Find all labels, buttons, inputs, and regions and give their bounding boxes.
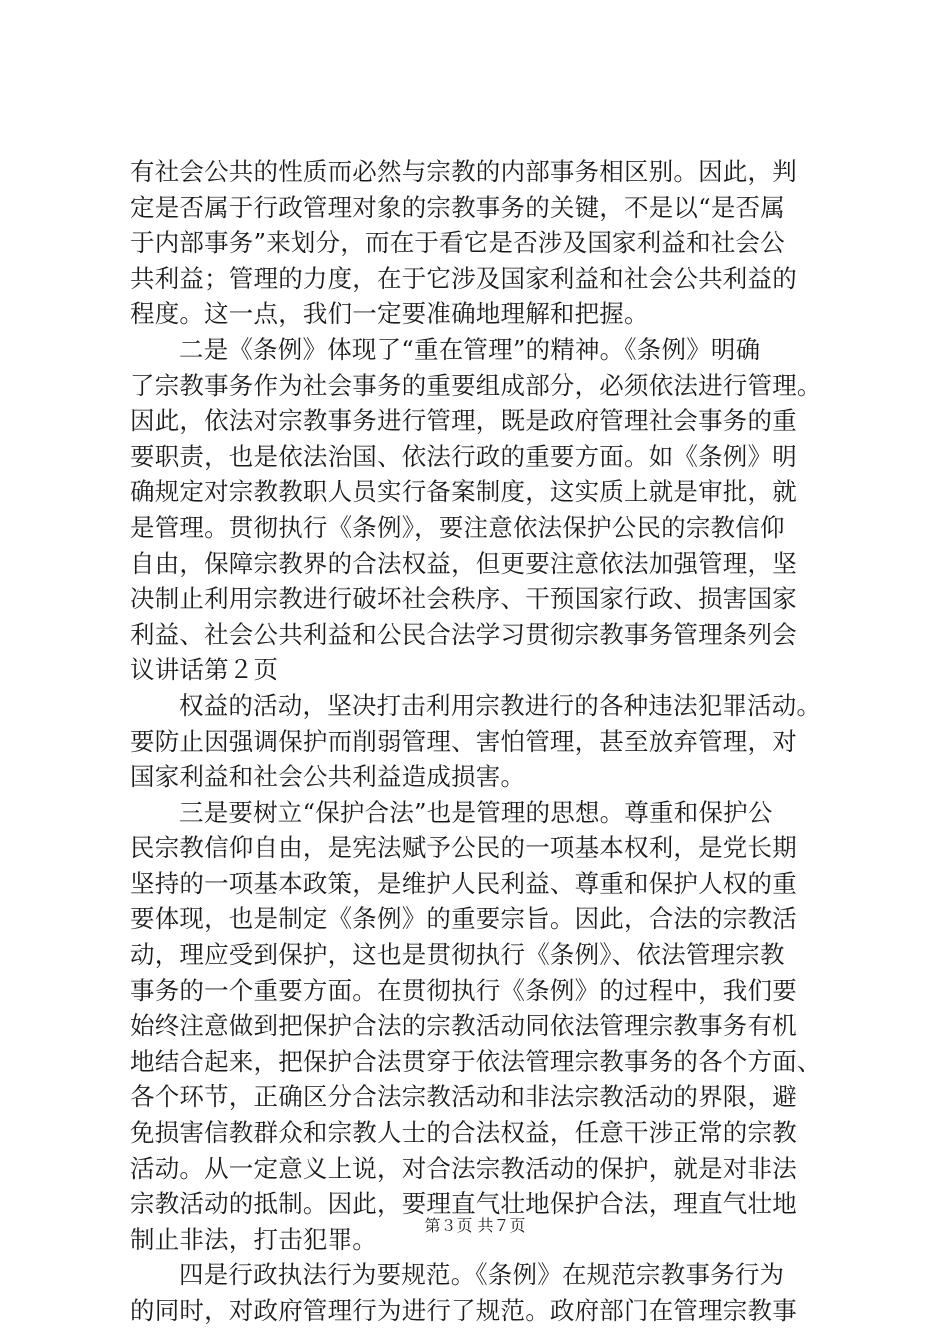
text-line: 共利益；管理的力度，在于它涉及国家利益和社会公共利益的	[130, 263, 797, 293]
text-line: 因此，依法对宗教事务进行管理，既是政府管理社会事务的重	[130, 406, 797, 436]
text-line: 确规定对宗教教职人员实行备案制度，这实质上就是审批，就	[130, 477, 797, 507]
text-line: 宗教活动的抵制。因此，要理直气壮地保护合法，理直气壮地	[130, 1189, 797, 1219]
text-line: 制止非法，打击犯罪。	[130, 1224, 377, 1254]
page-footer: 第３页 共７页	[424, 1216, 526, 1235]
text-line: 事务的一个重要方面。在贯彻执行《条例》的过程中，我们要	[130, 975, 797, 1005]
text-line: 利益、社会公共利益和公民合法学习贯彻宗教事务管理条列会	[130, 619, 797, 649]
text-line: 要职责，也是依法治国、依法行政的重要方面。如《条例》明	[130, 441, 797, 471]
text-line: 要体现，也是制定《条例》的重要宗旨。因此，合法的宗教活	[130, 904, 797, 934]
text-line: 坚持的一项基本政策，是维护人民利益、尊重和保护人权的重	[130, 868, 797, 898]
paragraph-first-line: 二是《条例》体现了“重在管理”的精神。《条例》明确	[179, 334, 761, 364]
text-line: 各个环节，正确区分合法宗教活动和非法宗教活动的界限，避	[130, 1082, 797, 1112]
text-line: 地结合起来，把保护合法贯穿于依法管理宗教事务的各个方面、	[130, 1046, 822, 1076]
text-line: 要防止因强调保护而削弱管理、害怕管理，甚至放弃管理，对	[130, 726, 797, 756]
text-line: 国家利益和社会公共利益造成损害。	[130, 762, 526, 792]
text-line: 免损害信教群众和宗教人士的合法权益，任意干涉正常的宗教	[130, 1118, 797, 1148]
text-line: 于内部事务”来划分，而在于看它是否涉及国家利益和社会公	[130, 228, 785, 258]
paragraph-first-line: 权益的活动，坚决打击利用宗教进行的各种违法犯罪活动。	[179, 690, 822, 720]
text-line: 定是否属于行政管理对象的宗教事务的关键，不是以“是否属	[130, 192, 785, 222]
text-line: 始终注意做到把保护合法的宗教活动同依法管理宗教事务有机	[130, 1011, 797, 1041]
text-line: 议讲话第２页	[130, 655, 279, 685]
text-line: 民宗教信仰自由，是宪法赋予公民的一项基本权利，是党长期	[130, 833, 797, 863]
text-line: 有社会公共的性质而必然与宗教的内部事务相区别。因此，判	[130, 157, 797, 186]
text-line: 是管理。贯彻执行《条例》，要注意依法保护公民的宗教信仰	[130, 512, 785, 542]
text-line: 自由，保障宗教界的合法权益，但更要注意依法加强管理，坚	[130, 548, 797, 578]
paragraph-first-line: 三是要树立“保护合法”也是管理的思想。尊重和保护公	[179, 797, 773, 827]
text-line: 程度。这一点，我们一定要准确地理解和把握。	[130, 299, 649, 329]
text-line: 了宗教事务作为社会事务的重要组成部分，必须依法进行管理。	[130, 370, 822, 400]
text-line: 活动。从一定意义上说，对合法宗教活动的保护，就是对非法	[130, 1153, 797, 1183]
text-line: 决制止利用宗教进行破坏社会秩序、干预国家行政、损害国家	[130, 584, 797, 614]
text-line: 的同时，对政府管理行为进行了规范。政府部门在管理宗教事	[130, 1296, 797, 1325]
text-line: 动，理应受到保护，这也是贯彻执行《条例》、依法管理宗教	[130, 940, 785, 970]
paragraph-first-line: 四是行政执法行为要规范。《条例》在规范宗教事务行为	[179, 1260, 785, 1290]
document-body	[130, 154, 830, 1329]
